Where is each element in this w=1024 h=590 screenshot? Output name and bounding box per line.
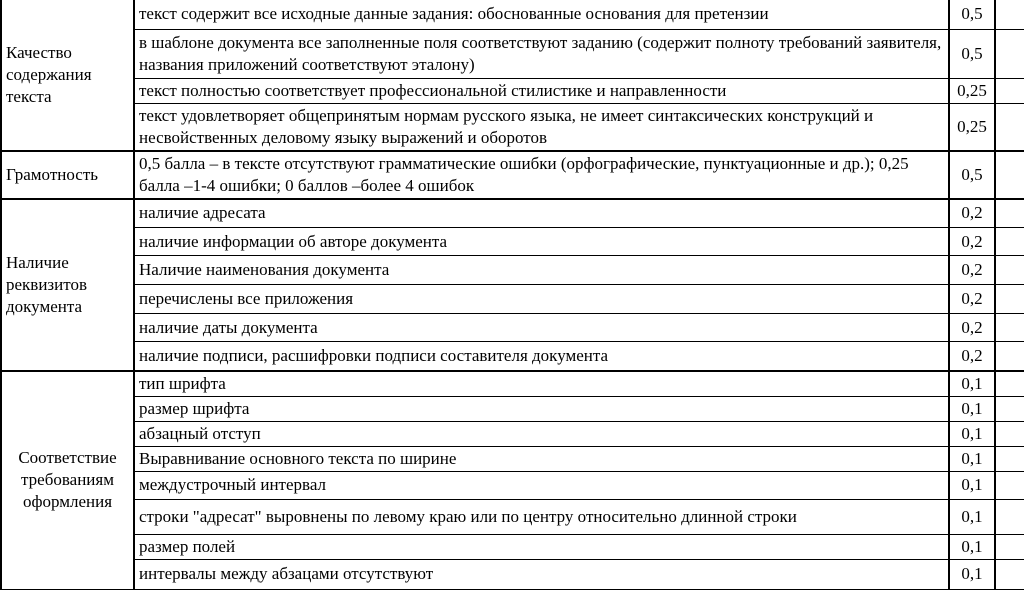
empty-cell <box>995 499 1024 534</box>
table-row <box>1 342 1024 371</box>
criterion-cell: наличие адресата <box>134 199 949 228</box>
table-row <box>1 151 1024 199</box>
empty-cell <box>995 314 1024 342</box>
criterion-cell: размер полей <box>134 534 949 559</box>
table-row <box>1 0 1024 29</box>
table-row <box>1 446 1024 471</box>
table-row <box>1 29 1024 78</box>
category-cell: Соответствие требованиям оформления <box>1 371 134 590</box>
criterion-cell: тип шрифта <box>134 371 949 397</box>
criterion-cell: интервалы между абзацами отсутствуют <box>134 559 949 589</box>
criterion-cell: строки "адресат" выровнены по левому краю или по центру относительно длинной строки <box>134 499 949 534</box>
empty-cell <box>995 199 1024 228</box>
empty-cell <box>995 534 1024 559</box>
table-row <box>1 534 1024 559</box>
empty-cell <box>995 151 1024 199</box>
table-row <box>1 421 1024 446</box>
score-cell: 0,5 <box>949 29 995 78</box>
table-row <box>1 559 1024 589</box>
score-cell: 0,1 <box>949 499 995 534</box>
criterion-cell: Выравнивание основного текста по ширине <box>134 446 949 471</box>
table-row <box>1 78 1024 103</box>
table-row <box>1 256 1024 285</box>
criterion-cell: перечислены все приложения <box>134 285 949 314</box>
score-cell: 0,1 <box>949 559 995 589</box>
score-cell: 0,2 <box>949 228 995 256</box>
empty-cell <box>995 342 1024 371</box>
empty-cell <box>995 78 1024 103</box>
empty-cell <box>995 29 1024 78</box>
empty-cell <box>995 421 1024 446</box>
empty-cell <box>995 285 1024 314</box>
criterion-cell: текст полностью соответствует профессиональной стилистике и направленности <box>134 78 949 103</box>
empty-cell <box>995 446 1024 471</box>
criterion-cell: Наличие наименования документа <box>134 256 949 285</box>
score-cell: 0,1 <box>949 371 995 397</box>
score-cell: 0,1 <box>949 396 995 421</box>
score-cell: 0,5 <box>949 0 995 29</box>
empty-cell <box>995 0 1024 29</box>
score-cell: 0,25 <box>949 78 995 103</box>
criterion-cell: текст содержит все исходные данные задания: обоснованные основания для претензии <box>134 0 949 29</box>
criterion-cell: размер шрифта <box>134 396 949 421</box>
score-cell: 0,1 <box>949 446 995 471</box>
table-row <box>1 314 1024 342</box>
score-cell: 0,2 <box>949 199 995 228</box>
table-row <box>1 199 1024 228</box>
criterion-cell: в шаблоне документа все заполненные поля соответствуют заданию (содержит полноту требований заявителя, названия приложений соответствуют эталону) <box>134 29 949 78</box>
empty-cell <box>995 559 1024 589</box>
table-row <box>1 103 1024 151</box>
score-cell: 0,1 <box>949 534 995 559</box>
score-cell: 0,1 <box>949 421 995 446</box>
category-cell: Качество содержания текста <box>1 0 134 151</box>
criterion-cell: 0,5 балла – в тексте отсутствуют грамматические ошибки (орфографические, пунктуационные и др.); 0,25 балла –1-4 ошибки; 0 баллов –более 4 ошибок <box>134 151 949 199</box>
score-cell: 0,1 <box>949 471 995 499</box>
category-cell: Грамотность <box>1 151 134 199</box>
table-row <box>1 499 1024 534</box>
criterion-cell: абзацный отступ <box>134 421 949 446</box>
table-row <box>1 396 1024 421</box>
score-cell: 0,2 <box>949 342 995 371</box>
criterion-cell: междустрочный интервал <box>134 471 949 499</box>
score-cell: 0,5 <box>949 151 995 199</box>
empty-cell <box>995 256 1024 285</box>
score-cell: 0,2 <box>949 314 995 342</box>
table-row <box>1 371 1024 397</box>
criterion-cell: текст удовлетворяет общепринятым нормам русского языка, не имеет синтаксических конструкций и несвойственных деловому языку выражений и оборотов <box>134 103 949 151</box>
score-cell: 0,2 <box>949 285 995 314</box>
empty-cell <box>995 103 1024 151</box>
table-row <box>1 285 1024 314</box>
table-row <box>1 471 1024 499</box>
criterion-cell: наличие информации об авторе документа <box>134 228 949 256</box>
criterion-cell: наличие подписи, расшифровки подписи составителя документа <box>134 342 949 371</box>
criterion-cell: наличие даты документа <box>134 314 949 342</box>
empty-cell <box>995 228 1024 256</box>
score-cell: 0,25 <box>949 103 995 151</box>
empty-cell <box>995 471 1024 499</box>
empty-cell <box>995 396 1024 421</box>
score-cell: 0,2 <box>949 256 995 285</box>
table-row <box>1 228 1024 256</box>
category-cell: Наличие реквизитов документа <box>1 199 134 371</box>
empty-cell <box>995 371 1024 397</box>
